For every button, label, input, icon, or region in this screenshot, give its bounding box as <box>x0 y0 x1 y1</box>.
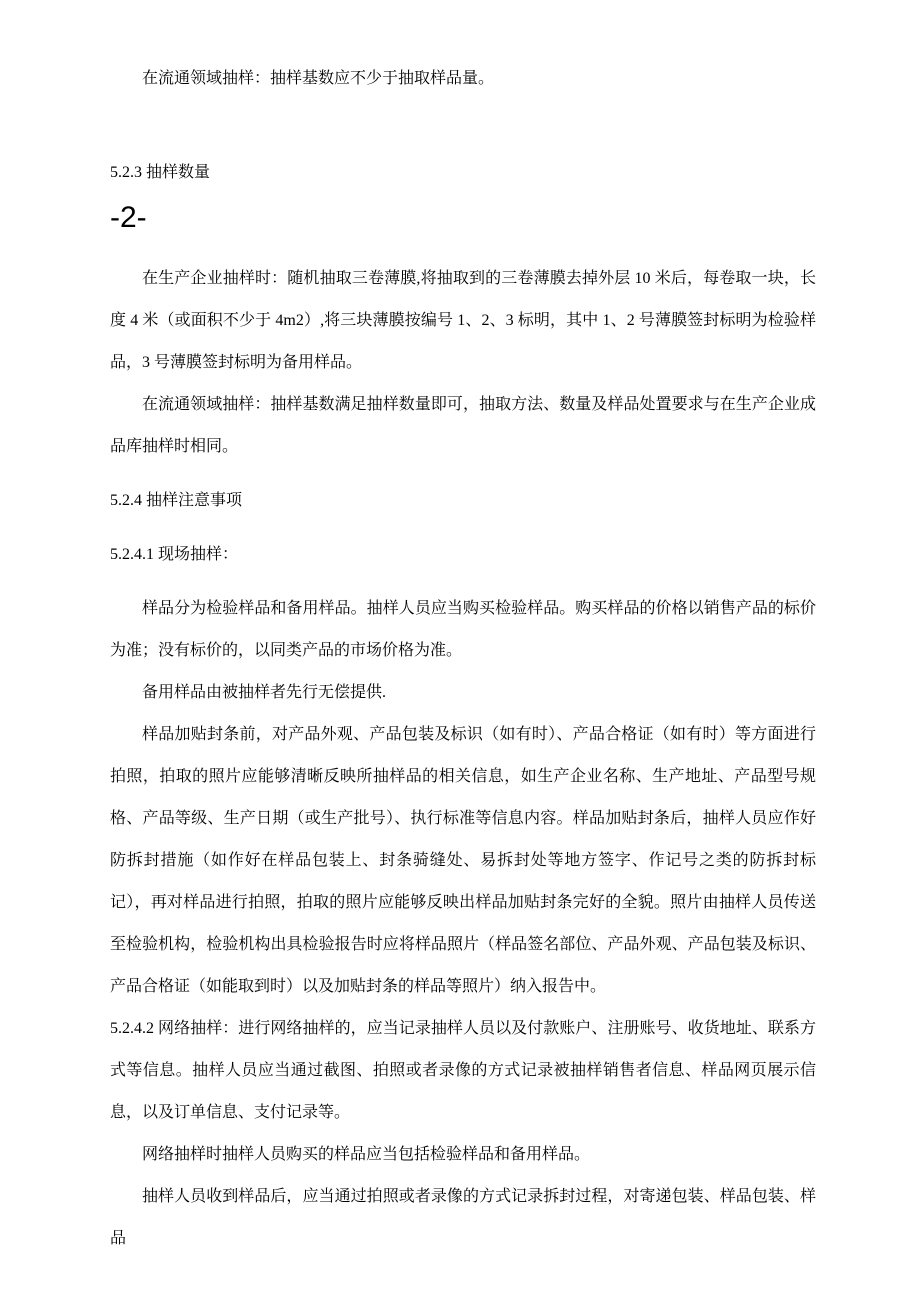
paragraph: 样品分为检验样品和备用样品。抽样人员应当购买检验样品。购买样品的价格以销售产品的标价为准；没有标价的，以同类产品的市场价格为准。 <box>110 600 816 659</box>
section-heading: 5.2.4 抽样注意事项 <box>110 492 243 509</box>
paragraph: 5.2.4.2 网络抽样：进行网络抽样的，应当记录抽样人员以及付款账户、注册账号、收货地址、联系方式等信息。抽样人员应当通过截图、拍照或者录像的方式记录被抽样销售者信息、样品网页展示信息，以及订单信息、支付记录等。 <box>110 1020 816 1121</box>
page-number: -2- <box>110 201 147 234</box>
paragraph: 样品加贴封条前，对产品外观、产品包装及标识（如有时）、产品合格证（如有时）等方面进行拍照，拍取的照片应能够清晰反映所抽样品的相关信息，如生产企业名称、生产地址、产品型号规格、产品等级、生产日期（或生产批号）、执行标准等信息内容。样品加贴封条后，抽样人员应作好防拆封措施（如作好在样品包装上、封条骑缝处、易拆封处等地方签字、作记号之类的防拆封标记），再对样品进行拍照，拍取的照片应能够反映出样品加贴封条完好的全貌。照片由抽样人员传送至检验机构，检验机构出具检验报告时应将样品照片（样品签名部位、产品外观、产品包装及标识、产品合格证（如能取到时）以及加贴封条的样品等照片）纳入报告中。 <box>110 726 816 995</box>
section-heading: 5.2.3 抽样数量 <box>110 164 211 181</box>
paragraph: 抽样人员收到样品后，应当通过拍照或者录像的方式记录拆封过程，对寄递包装、样品包装、样品 <box>110 1188 816 1247</box>
paragraph: 在流通领域抽样：抽样基数应不少于抽取样品量。 <box>142 70 495 87</box>
paragraph: 备用样品由被抽样者先行无偿提供. <box>142 684 387 701</box>
paragraph: 网络抽样时抽样人员购买的样品应当包括检验样品和备用样品。 <box>142 1146 591 1163</box>
paragraph: 在流通领域抽样：抽样基数满足抽样数量即可，抽取方法、数量及样品处置要求与在生产企业成品库抽样时相同。 <box>110 396 816 455</box>
section-heading: 5.2.4.1 现场抽样： <box>110 546 239 563</box>
paragraph: 在生产企业抽样时：随机抽取三卷薄膜,将抽取到的三卷薄膜去掉外层 10 米后，每卷取一块，长度 4 米（或面积不少于 4m2）,将三块薄膜按编号 1、2、3 标明，其中 1、2 号薄膜签封标明为检验样品，3 号薄膜签封标明为备用样品。 <box>110 270 816 371</box>
